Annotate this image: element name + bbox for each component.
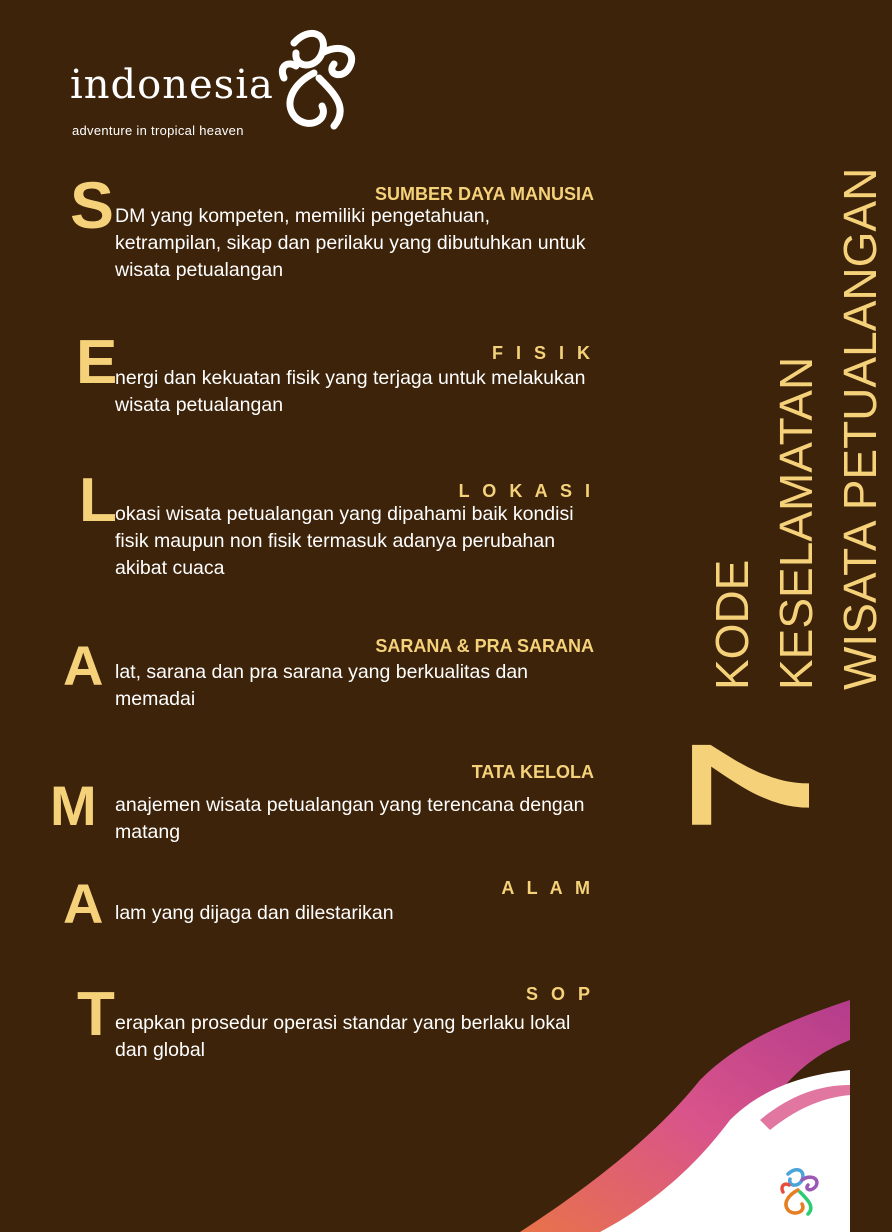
initial-letter: M	[50, 774, 97, 837]
footer-brand-big: indonesia	[698, 1190, 781, 1210]
brand-wordmark: indonesia	[70, 62, 274, 108]
item-description: lat, sarana dan pra sarana yang berkualitas dan memadai	[115, 661, 529, 710]
footer-brand-small: wonderful	[698, 1178, 760, 1192]
item-title: S O P	[525, 984, 594, 1004]
initial-letter: T	[77, 980, 115, 1049]
item-sop	[0, 978, 600, 1068]
item-sdm	[0, 168, 600, 292]
item-sarana	[0, 628, 600, 718]
brand-tagline: adventure in tropical heaven	[72, 123, 244, 138]
item-description: nergi dan kekuatan fisik yang terjaga untuk melakukan wisata petualangan	[115, 367, 586, 416]
item-description: DM yang kompeten, memiliki pengetahuan, ketrampilan, sikap dan perilaku yang dibutuhkan untuk wisata petualangan	[115, 205, 586, 281]
item-fisik	[0, 328, 600, 422]
item-lokasi	[0, 466, 600, 580]
wonderful-indonesia-logo	[698, 1170, 838, 1220]
initial-letter: A	[63, 634, 104, 697]
initial-letter: L	[79, 466, 117, 535]
item-description: okasi wisata petualangan yang dipahami baik kondisi fisik maupun non fisik termasuk adanya perubahan akibat cuaca	[115, 503, 574, 579]
side-title-line-2: KESELAMATAN	[770, 356, 822, 690]
initial-letter: A	[63, 872, 104, 935]
side-title	[700, 168, 892, 690]
item-title: SUMBER DAYA MANUSIA	[374, 184, 594, 204]
item-alam	[0, 872, 600, 935]
item-title: TATA KELOLA	[471, 762, 594, 782]
side-title-line-1: KODE	[706, 559, 758, 690]
garuda-mark-icon	[274, 28, 364, 133]
garuda-color-mark-icon	[778, 1166, 824, 1216]
item-title: A L A M	[501, 878, 594, 898]
item-description: anajemen wisata petualangan yang terencana dengan matang	[115, 794, 585, 843]
side-title-line-3: WISATA PETUALANGAN	[834, 167, 886, 690]
item-description: lam yang dijaga dan dilestarikan	[115, 902, 394, 924]
item-tata-kelola	[0, 758, 600, 858]
big-number-seven: 7	[656, 737, 846, 832]
item-title: SARANA & PRA SARANA	[375, 636, 594, 656]
initial-letter: S	[70, 168, 115, 242]
initial-letter: E	[76, 328, 118, 397]
item-description: erapkan prosedur operasi standar yang berlaku lokal dan global	[115, 1012, 571, 1061]
indonesia-logo	[70, 28, 370, 138]
item-title: F I S I K	[491, 343, 594, 363]
item-title: L O K A S I	[458, 481, 594, 501]
